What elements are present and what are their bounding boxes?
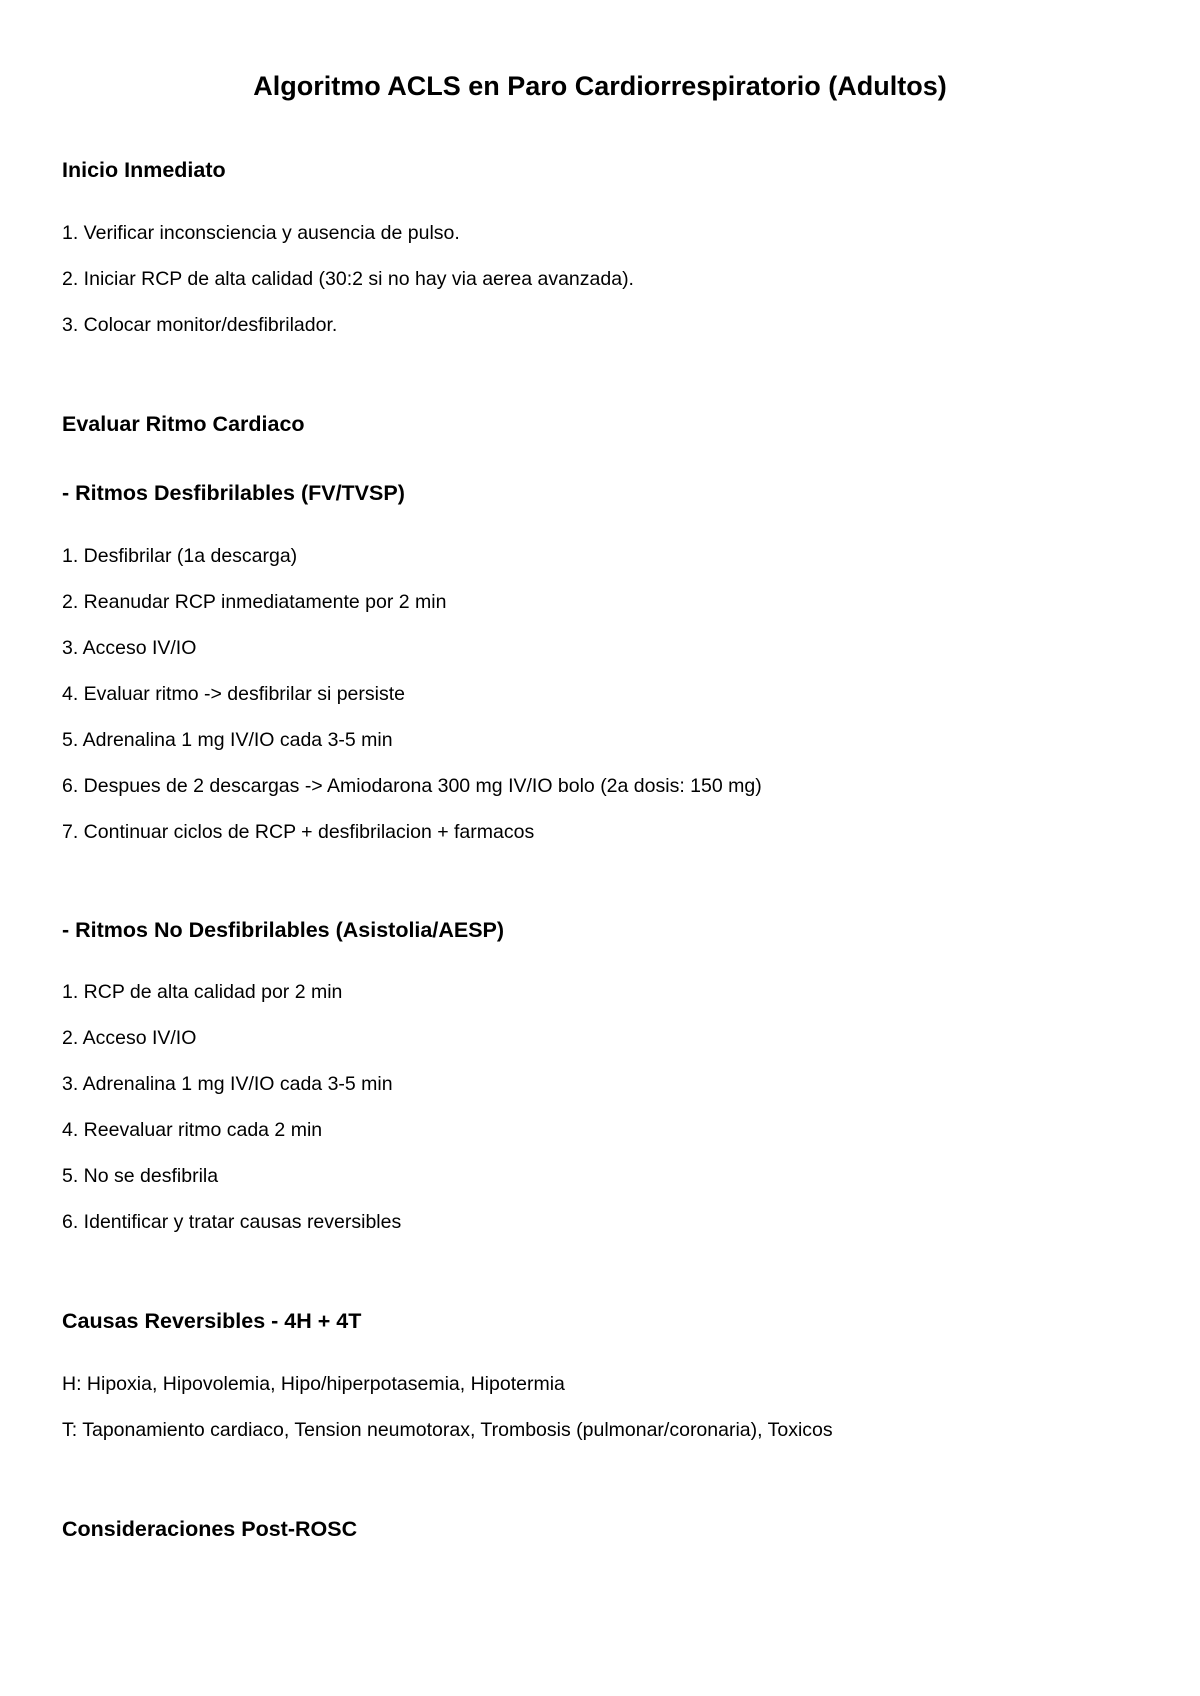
list-item: 2. Iniciar RCP de alta calidad (30:2 si no hay via aerea avanzada).: [62, 268, 634, 290]
section-heading-evaluar: Evaluar Ritmo Cardiaco: [62, 412, 305, 436]
list-item: 5. No se desfibrila: [62, 1165, 219, 1187]
list-item: 1. Desfibrilar (1a descarga): [62, 545, 298, 567]
document-title: Algoritmo ACLS en Paro Cardiorrespiratorio (Adultos): [253, 71, 947, 101]
list-item: 4. Reevaluar ritmo cada 2 min: [62, 1119, 323, 1141]
list-item: 2. Acceso IV/IO: [62, 1027, 197, 1049]
list-item: 3. Acceso IV/IO: [62, 637, 197, 659]
section-heading-causas: Causas Reversibles - 4H + 4T: [62, 1309, 362, 1333]
list-item: 5. Adrenalina 1 mg IV/IO cada 3-5 min: [62, 729, 393, 751]
list-item: 3. Adrenalina 1 mg IV/IO cada 3-5 min: [62, 1073, 393, 1095]
list-item: 7. Continuar ciclos de RCP + desfibrilacion + farmacos: [62, 821, 535, 843]
list-item: 2. Reanudar RCP inmediatamente por 2 min: [62, 591, 447, 613]
section-heading-inicio: Inicio Inmediato: [62, 158, 226, 182]
list-item: 4. Evaluar ritmo -> desfibrilar si persiste: [62, 683, 405, 705]
subsection-heading-no-desfibrilables: - Ritmos No Desfibrilables (Asistolia/AESP): [62, 918, 505, 942]
list-item: H: Hipoxia, Hipovolemia, Hipo/hiperpotasemia, Hipotermia: [62, 1373, 565, 1395]
list-item: 6. Despues de 2 descargas -> Amiodarona 300 mg IV/IO bolo (2a dosis: 150 mg): [62, 775, 762, 797]
subsection-heading-desfibrilables: - Ritmos Desfibrilables (FV/TVSP): [62, 481, 405, 505]
list-item: 3. Colocar monitor/desfibrilador.: [62, 314, 338, 336]
list-item: 1. RCP de alta calidad por 2 min: [62, 981, 343, 1003]
section-heading-post-rosc: Consideraciones Post-ROSC: [62, 1517, 358, 1541]
list-item: 1. Verificar inconsciencia y ausencia de pulso.: [62, 222, 460, 244]
list-item: 6. Identificar y tratar causas reversibles: [62, 1211, 402, 1233]
list-item: T: Taponamiento cardiaco, Tension neumotorax, Trombosis (pulmonar/coronaria), Toxicos: [62, 1419, 833, 1441]
